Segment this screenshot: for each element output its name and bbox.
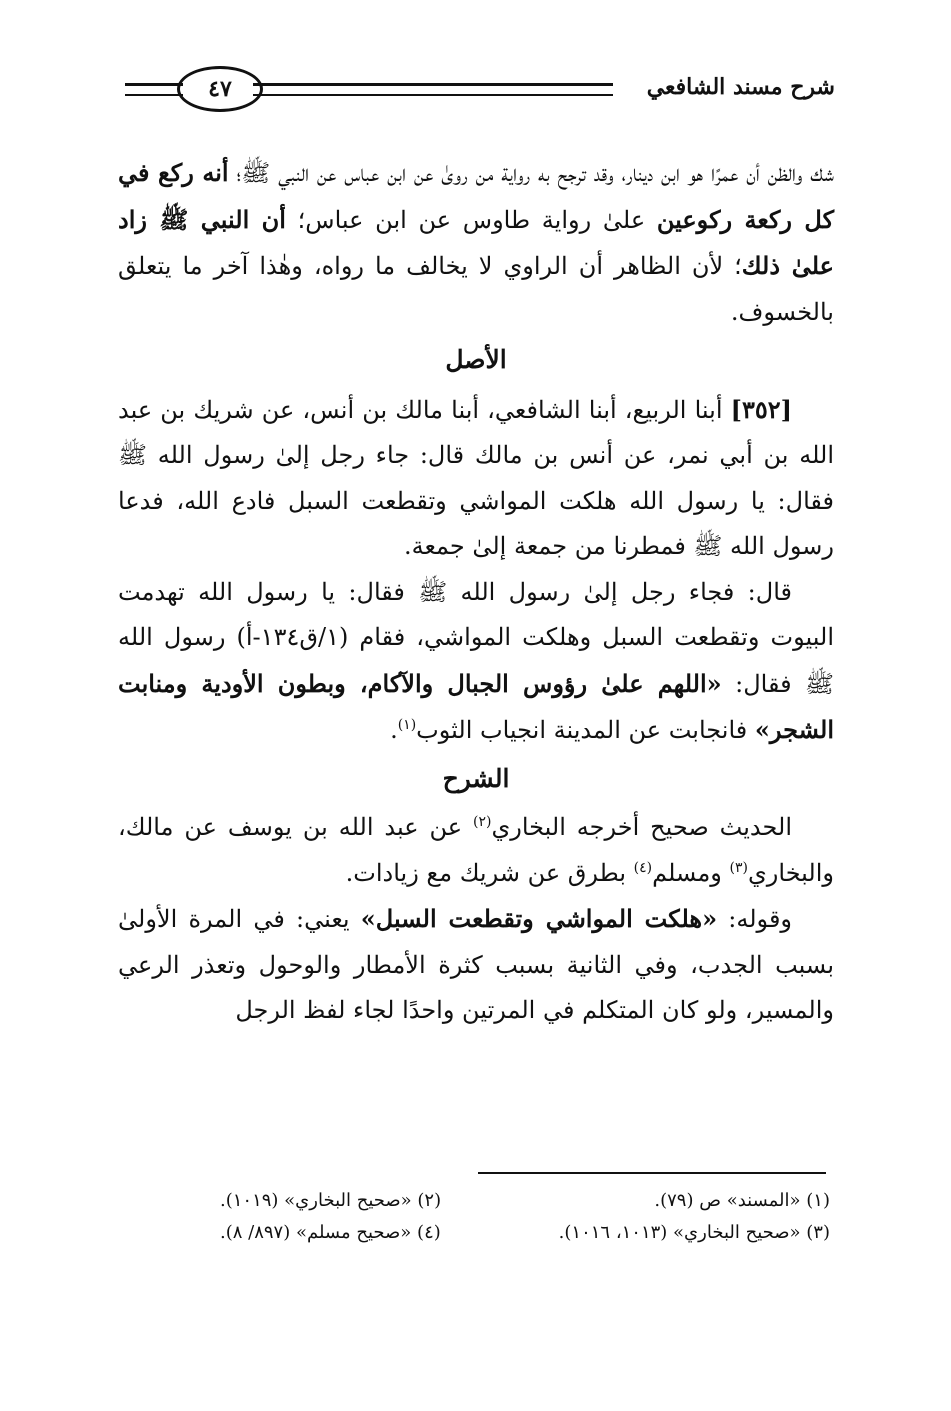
text-run: ؛ لأن الظاهر أن الراوي لا يخالف ما رواه، وهٰذا آخر ما يتعلق بالخسوف. [118, 252, 834, 326]
text-run: يعني: في المرة الأولىٰ بسبب الجدب، وفي الثانية بسبب كثرة الأمطار والوحول وتعذر الرعي والمسير، ولو كان المتكلم في المرتين واحدًا لجاء لفظ الرجل [118, 905, 834, 1024]
footnote-row [140, 1185, 830, 1217]
footnote-row [140, 1217, 830, 1249]
commentary-paragraph [118, 805, 834, 896]
page-body [118, 150, 834, 1034]
bold-text: أن النبي ﷺ زاد علىٰ ذلك [118, 204, 834, 280]
bold-text: أنه ركع في كل ركعة ركوعين [118, 158, 835, 234]
hadith-number: [٣٥٢] [730, 394, 792, 424]
text-run: عن عبد الله بن يوسف عن مالك، والبخاري [118, 813, 834, 887]
text-run: أبنا الربيع، أبنا الشافعي، أبنا مالك بن أنس، عن شريك بن عبد الله بن أبي نمر، عن أنس بن مالك قال: جاء رجل إلىٰ رسول الله ﷺ فقال: يا رسول الله هلكت المواشي وتقطعت السبل فادع الله، فدعا رسول الله ﷺ فمطرنا من جمعة إلىٰ جمعة. [118, 395, 834, 560]
running-header [125, 66, 835, 116]
footnote-separator [478, 1172, 826, 1174]
text-run: ومسلم [652, 858, 730, 887]
footnote-4: (٤) «صحيح مسلم» (٨٩٧/ ٨). [220, 1222, 441, 1243]
footnotes [140, 1185, 830, 1249]
footnote-3: (٣) «صحيح البخاري» (١٠١٣، ١٠١٦). [558, 1222, 830, 1243]
book-title: شرح مسند الشافعي [646, 74, 835, 100]
text-run: الحديث صحيح أخرجه البخاري [491, 813, 792, 841]
text-run: شك والظن أن عمرًا هو ابن دينار، وقد ترجح به رواية من روىٰ عن ابن عباس عن النبي ﷺ؛ [228, 159, 834, 187]
paragraph-continuation [118, 150, 834, 335]
section-heading-asl: الأصل [445, 345, 507, 374]
bold-text: «هلكت المواشي وتقطعت السبل» [360, 904, 718, 933]
header-rule [253, 83, 613, 96]
footnote-2: (٢) «صحيح البخاري» (١٠١٩). [220, 1190, 442, 1211]
page-number: ٤٧ [177, 66, 263, 112]
text-run: وقوله: [717, 905, 793, 933]
footnote-1: (١) «المسند» ص (٧٩). [654, 1190, 830, 1211]
footnote-ref: (٢) [473, 814, 492, 830]
header-rule-left [125, 83, 183, 96]
text-run: علىٰ رواية طاوس عن ابن عباس؛ [285, 205, 657, 234]
bold-text: «اللهم علىٰ رؤوس الجبال والآكام، وبطون الأودية ومنابت الشجر» [118, 668, 834, 744]
hadith-paragraph [118, 387, 834, 570]
section-heading-sharh: الشرح [442, 763, 510, 793]
text-run: . [390, 716, 398, 744]
commentary-paragraph-2 [118, 896, 834, 1034]
text-run: بطرق عن شريك مع زيادات. [345, 858, 634, 887]
footnote-ref: (٤) [633, 859, 653, 876]
footnote-ref: (١) [397, 717, 417, 733]
footnote-ref: (٣) [729, 859, 748, 876]
text-run: فانجابت عن المدينة انجياب الثوب [416, 716, 755, 744]
hadith-paragraph-2 [118, 570, 834, 754]
text-run: قال: فجاء رجل إلىٰ رسول الله ﷺ فقال: يا رسول الله تهدمت البيوت وتقطعت السبل وهلكت المواشي، فقام (١/ق١٣٤-أ) رسول الله ﷺ فقال: [118, 577, 835, 698]
